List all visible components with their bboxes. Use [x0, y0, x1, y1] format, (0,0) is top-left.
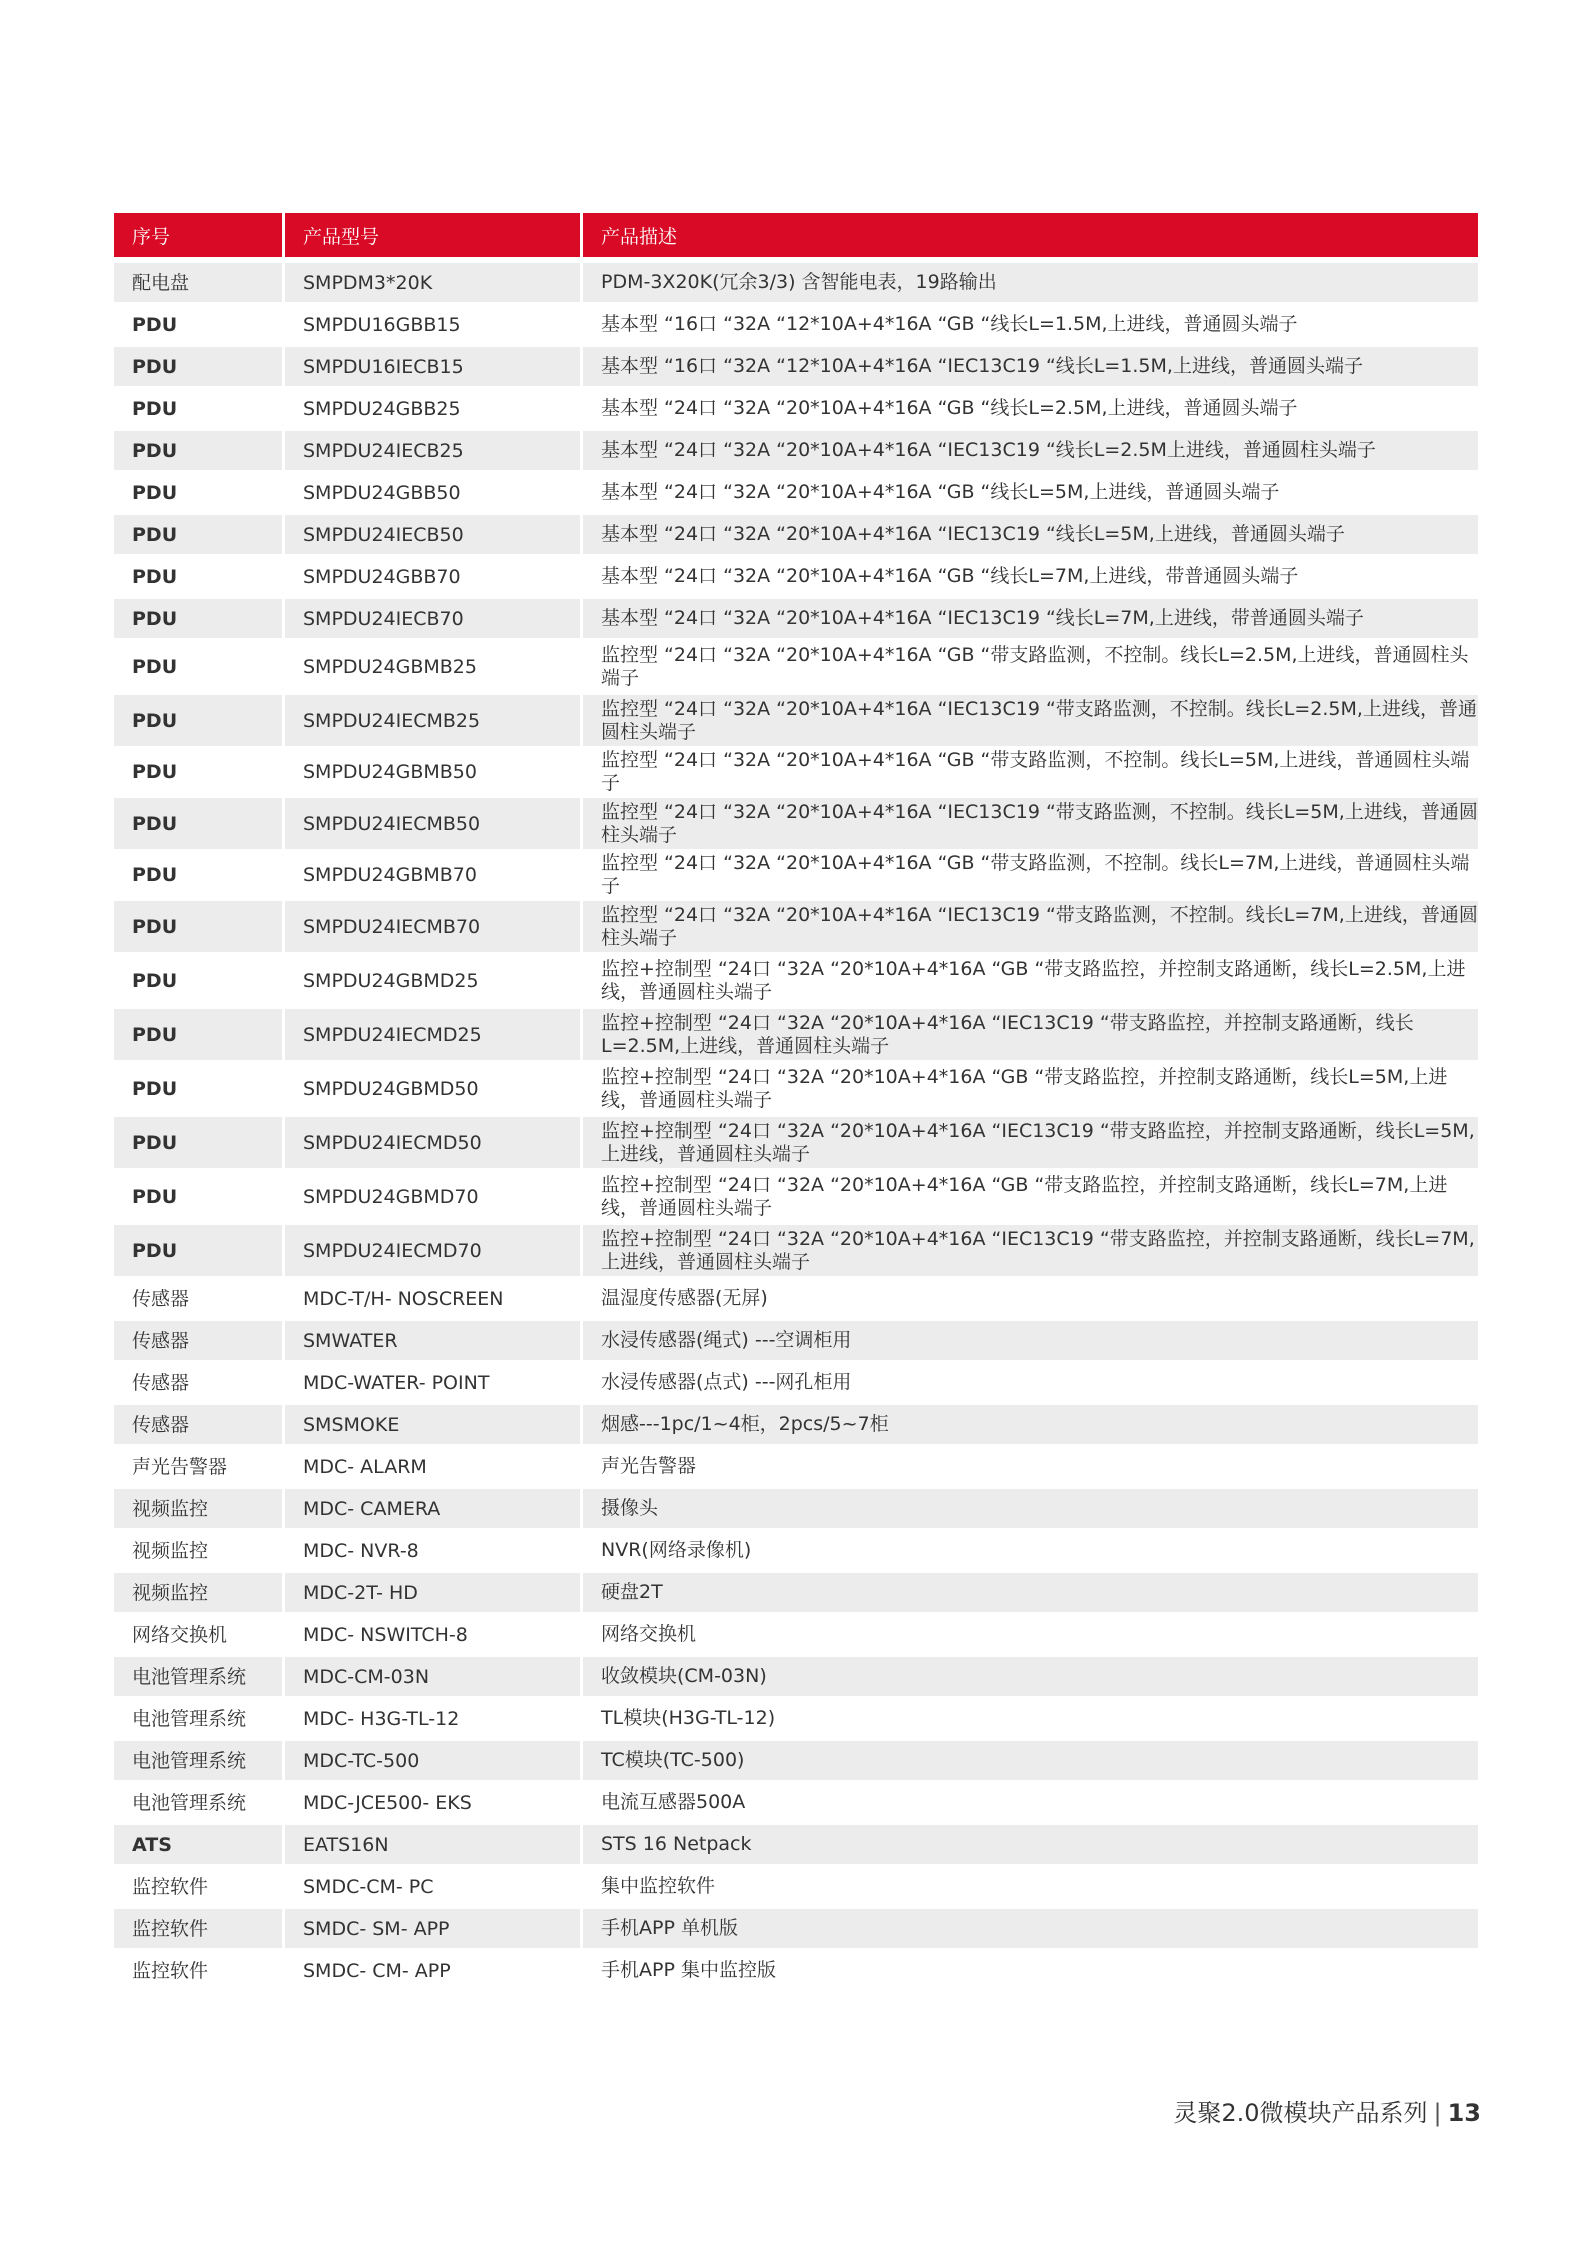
table-row	[114, 1615, 1478, 1654]
cell-description: 网络交换机	[580, 1615, 1478, 1654]
cell-category: 电池管理系统	[114, 1657, 282, 1696]
cell-description: 基本型 “16口 “32A “12*10A+4*16A “IEC13C19 “线长L=1.5M,上进线，普通圆头端子	[580, 347, 1478, 386]
cell-category: PDU	[114, 305, 282, 344]
footer-title: 灵聚2.0微模块产品系列	[1173, 2099, 1428, 2127]
cell-description: 基本型 “24口 “32A “20*10A+4*16A “GB “线长L=2.5M,上进线，普通圆头端子	[580, 389, 1478, 428]
cell-category: 配电盘	[114, 263, 282, 302]
cell-model: MDC- NVR-8	[282, 1531, 580, 1570]
cell-category: PDU	[114, 473, 282, 512]
cell-model: SMPDU24IECMB50	[282, 798, 580, 849]
header-description: 产品描述	[580, 213, 1478, 260]
cell-description: TC模块(TC-500)	[580, 1741, 1478, 1780]
cell-description: 烟感---1pc/1~4柜，2pcs/5~7柜	[580, 1405, 1478, 1444]
cell-model: SMSMOKE	[282, 1405, 580, 1444]
table-row	[114, 955, 1478, 1006]
cell-model: MDC-TC-500	[282, 1741, 580, 1780]
cell-category: 监控软件	[114, 1867, 282, 1906]
cell-model: SMPDU24IECMD50	[282, 1117, 580, 1168]
cell-category: PDU	[114, 347, 282, 386]
cell-description: 监控+控制型 “24口 “32A “20*10A+4*16A “GB “带支路监控，并控制支路通断，线长L=5M,上进线，普通圆柱头端子	[580, 1063, 1478, 1114]
table-row	[114, 1867, 1478, 1906]
cell-description: 水浸传感器(点式) ---网孔柜用	[580, 1363, 1478, 1402]
cell-model: SMPDU24IECB70	[282, 599, 580, 638]
product-table	[114, 210, 1478, 1993]
table-row	[114, 1489, 1478, 1528]
table-row	[114, 1009, 1478, 1060]
cell-category: 监控软件	[114, 1909, 282, 1948]
cell-model: SMPDU24IECB25	[282, 431, 580, 470]
table-row	[114, 1783, 1478, 1822]
table-row	[114, 1225, 1478, 1276]
table-body	[114, 263, 1478, 1990]
cell-model: MDC- H3G-TL-12	[282, 1699, 580, 1738]
cell-category: 传感器	[114, 1363, 282, 1402]
cell-category: PDU	[114, 852, 282, 898]
table-row	[114, 1363, 1478, 1402]
cell-model: SMPDU24GBB70	[282, 557, 580, 596]
cell-model: SMPDU16IECB15	[282, 347, 580, 386]
cell-category: 电池管理系统	[114, 1699, 282, 1738]
cell-description: 监控+控制型 “24口 “32A “20*10A+4*16A “GB “带支路监控，并控制支路通断，线长L=7M,上进线，普通圆柱头端子	[580, 1171, 1478, 1222]
cell-category: 网络交换机	[114, 1615, 282, 1654]
cell-category: PDU	[114, 599, 282, 638]
cell-description: 声光告警器	[580, 1447, 1478, 1486]
table-row	[114, 749, 1478, 795]
table-row	[114, 473, 1478, 512]
cell-description: 收敛模块(CM-03N)	[580, 1657, 1478, 1696]
cell-description: 监控型 “24口 “32A “20*10A+4*16A “GB “带支路监测，不控制。线长L=7M,上进线，普通圆柱头端子	[580, 852, 1478, 898]
cell-category: PDU	[114, 641, 282, 692]
cell-description: TL模块(H3G-TL-12)	[580, 1699, 1478, 1738]
cell-model: SMPDU16GBB15	[282, 305, 580, 344]
table-row	[114, 901, 1478, 952]
cell-description: 电流互感器500A	[580, 1783, 1478, 1822]
table-row	[114, 263, 1478, 302]
table-row	[114, 599, 1478, 638]
cell-category: PDU	[114, 431, 282, 470]
cell-model: MDC-CM-03N	[282, 1657, 580, 1696]
footer-separator: |	[1433, 2099, 1442, 2127]
cell-description: 监控型 “24口 “32A “20*10A+4*16A “GB “带支路监测，不控制。线长L=2.5M,上进线，普通圆柱头端子	[580, 641, 1478, 692]
cell-model: EATS16N	[282, 1825, 580, 1864]
table-row	[114, 305, 1478, 344]
cell-model: SMDC- SM- APP	[282, 1909, 580, 1948]
cell-category: PDU	[114, 749, 282, 795]
cell-category: PDU	[114, 1117, 282, 1168]
cell-category: PDU	[114, 1063, 282, 1114]
cell-model: SMPDU24GBMD70	[282, 1171, 580, 1222]
cell-description: STS 16 Netpack	[580, 1825, 1478, 1864]
table-row	[114, 1909, 1478, 1948]
cell-category: PDU	[114, 1009, 282, 1060]
cell-model: SMPDU24GBB50	[282, 473, 580, 512]
table-row	[114, 1171, 1478, 1222]
cell-category: PDU	[114, 695, 282, 746]
table-row	[114, 389, 1478, 428]
cell-description: 监控+控制型 “24口 “32A “20*10A+4*16A “IEC13C19 “带支路监控，并控制支路通断，线长L=5M,上进线，普通圆柱头端子	[580, 1117, 1478, 1168]
cell-category: 传感器	[114, 1279, 282, 1318]
table-row	[114, 641, 1478, 692]
cell-model: SMPDU24IECMD25	[282, 1009, 580, 1060]
cell-model: SMWATER	[282, 1321, 580, 1360]
cell-model: MDC- ALARM	[282, 1447, 580, 1486]
table-row	[114, 515, 1478, 554]
cell-description: 监控+控制型 “24口 “32A “20*10A+4*16A “IEC13C19 “带支路监控，并控制支路通断，线长L=2.5M,上进线，普通圆柱头端子	[580, 1009, 1478, 1060]
page-number: 13	[1447, 2099, 1481, 2127]
cell-model: SMPDU24GBMB70	[282, 852, 580, 898]
table-header	[114, 213, 1478, 260]
cell-description: 温湿度传感器(无屏)	[580, 1279, 1478, 1318]
cell-description: 监控型 “24口 “32A “20*10A+4*16A “GB “带支路监测，不控制。线长L=5M,上进线，普通圆柱头端子	[580, 749, 1478, 795]
header-serial: 序号	[114, 213, 282, 260]
cell-description: PDM-3X20K(冗余3/3) 含智能电表，19路输出	[580, 263, 1478, 302]
cell-description: 监控型 “24口 “32A “20*10A+4*16A “IEC13C19 “带支路监测，不控制。线长L=7M,上进线，普通圆柱头端子	[580, 901, 1478, 952]
cell-category: 视频监控	[114, 1489, 282, 1528]
cell-description: 基本型 “24口 “32A “20*10A+4*16A “IEC13C19 “线长L=2.5M上进线，普通圆柱头端子	[580, 431, 1478, 470]
cell-description: 集中监控软件	[580, 1867, 1478, 1906]
cell-description: 水浸传感器(绳式) ---空调柜用	[580, 1321, 1478, 1360]
cell-category: 传感器	[114, 1405, 282, 1444]
cell-description: 手机APP 单机版	[580, 1909, 1478, 1948]
cell-description: 基本型 “24口 “32A “20*10A+4*16A “GB “线长L=5M,上进线，普通圆头端子	[580, 473, 1478, 512]
cell-model: MDC-JCE500- EKS	[282, 1783, 580, 1822]
table-row	[114, 1063, 1478, 1114]
cell-model: SMPDM3*20K	[282, 263, 580, 302]
table-row	[114, 1699, 1478, 1738]
cell-category: PDU	[114, 1225, 282, 1276]
cell-category: PDU	[114, 955, 282, 1006]
cell-description: 基本型 “24口 “32A “20*10A+4*16A “IEC13C19 “线长L=5M,上进线，普通圆头端子	[580, 515, 1478, 554]
cell-description: 监控+控制型 “24口 “32A “20*10A+4*16A “GB “带支路监控，并控制支路通断，线长L=2.5M,上进线，普通圆柱头端子	[580, 955, 1478, 1006]
cell-description: 基本型 “24口 “32A “20*10A+4*16A “GB “线长L=7M,上进线，带普通圆头端子	[580, 557, 1478, 596]
cell-model: SMDC- CM- APP	[282, 1951, 580, 1990]
cell-description: 手机APP 集中监控版	[580, 1951, 1478, 1990]
cell-model: SMPDU24IECMB25	[282, 695, 580, 746]
cell-model: SMPDU24GBMD50	[282, 1063, 580, 1114]
cell-category: PDU	[114, 557, 282, 596]
cell-category: 监控软件	[114, 1951, 282, 1990]
table-row	[114, 557, 1478, 596]
cell-model: MDC-WATER- POINT	[282, 1363, 580, 1402]
table-row	[114, 1405, 1478, 1444]
cell-category: PDU	[114, 901, 282, 952]
cell-category: 电池管理系统	[114, 1741, 282, 1780]
cell-model: SMDC-CM- PC	[282, 1867, 580, 1906]
cell-description: 基本型 “16口 “32A “12*10A+4*16A “GB “线长L=1.5M,上进线，普通圆头端子	[580, 305, 1478, 344]
cell-model: MDC- NSWITCH-8	[282, 1615, 580, 1654]
cell-model: SMPDU24GBMD25	[282, 955, 580, 1006]
cell-description: 基本型 “24口 “32A “20*10A+4*16A “IEC13C19 “线长L=7M,上进线，带普通圆头端子	[580, 599, 1478, 638]
cell-model: SMPDU24IECMB70	[282, 901, 580, 952]
header-row	[114, 213, 1478, 260]
table-row	[114, 1741, 1478, 1780]
cell-category: ATS	[114, 1825, 282, 1864]
cell-description: 摄像头	[580, 1489, 1478, 1528]
cell-model: SMPDU24IECB50	[282, 515, 580, 554]
table-row	[114, 1279, 1478, 1318]
cell-category: PDU	[114, 1171, 282, 1222]
table-row	[114, 1951, 1478, 1990]
cell-description: NVR(网络录像机)	[580, 1531, 1478, 1570]
cell-description: 监控+控制型 “24口 “32A “20*10A+4*16A “IEC13C19 “带支路监控，并控制支路通断，线长L=7M,上进线，普通圆柱头端子	[580, 1225, 1478, 1276]
cell-category: PDU	[114, 389, 282, 428]
table-row	[114, 1531, 1478, 1570]
table-row	[114, 1657, 1478, 1696]
cell-description: 监控型 “24口 “32A “20*10A+4*16A “IEC13C19 “带支路监测，不控制。线长L=5M,上进线，普通圆柱头端子	[580, 798, 1478, 849]
cell-category: 声光告警器	[114, 1447, 282, 1486]
cell-category: 传感器	[114, 1321, 282, 1360]
cell-model: SMPDU24GBMB25	[282, 641, 580, 692]
table-row	[114, 1321, 1478, 1360]
cell-model: SMPDU24IECMD70	[282, 1225, 580, 1276]
cell-category: 视频监控	[114, 1531, 282, 1570]
table-row	[114, 431, 1478, 470]
table-row	[114, 852, 1478, 898]
table-row	[114, 798, 1478, 849]
table-row	[114, 1825, 1478, 1864]
cell-model: MDC-2T- HD	[282, 1573, 580, 1612]
table-row	[114, 1117, 1478, 1168]
table-row	[114, 1573, 1478, 1612]
header-model: 产品型号	[282, 213, 580, 260]
table-row	[114, 347, 1478, 386]
cell-category: 视频监控	[114, 1573, 282, 1612]
table-row	[114, 695, 1478, 746]
cell-category: 电池管理系统	[114, 1783, 282, 1822]
cell-category: PDU	[114, 798, 282, 849]
cell-model: MDC- CAMERA	[282, 1489, 580, 1528]
cell-model: SMPDU24GBMB50	[282, 749, 580, 795]
cell-model: SMPDU24GBB25	[282, 389, 580, 428]
cell-description: 硬盘2T	[580, 1573, 1478, 1612]
page-footer	[1173, 2093, 1481, 2128]
table-row	[114, 1447, 1478, 1486]
cell-description: 监控型 “24口 “32A “20*10A+4*16A “IEC13C19 “带支路监测，不控制。线长L=2.5M,上进线，普通圆柱头端子	[580, 695, 1478, 746]
cell-category: PDU	[114, 515, 282, 554]
cell-model: MDC-T/H- NOSCREEN	[282, 1279, 580, 1318]
